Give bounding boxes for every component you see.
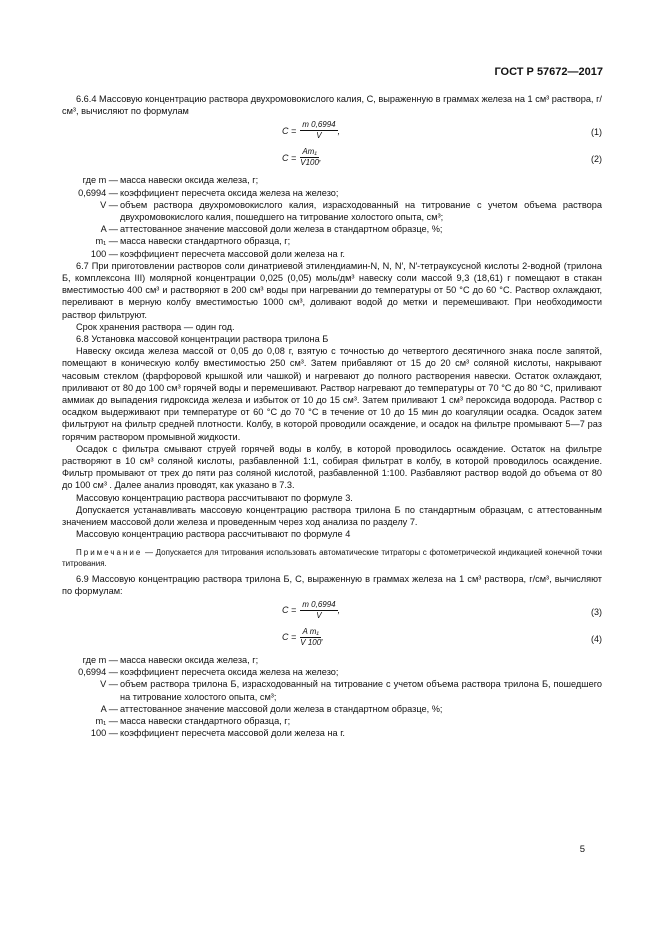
legend-symbol: 0,6994 —	[78, 187, 118, 198]
formula-3-number: (3)	[591, 606, 602, 617]
note	[62, 547, 602, 569]
legend-symbol: 100 —	[90, 248, 118, 259]
section-6-9: 6.9 Массовую концентрацию раствора трилона Б, C, выраженную в граммах железа на 1 см³ раствора, г/см³, вычисляют по формулам:	[62, 573, 602, 596]
note-label: Примечание	[76, 547, 143, 557]
legend-description: масса навески стандартного образца, г;	[120, 715, 291, 726]
legend-description: аттестованное значение массовой доли железа в стандартном образце, %;	[120, 703, 443, 714]
formula-4-end: ,	[321, 632, 324, 643]
formula-2-number: (2)	[591, 154, 602, 165]
legend-symbol: m₁ —	[95, 236, 118, 247]
legend-description: аттестованное значение массовой доли железа в стандартном образце, %;	[120, 224, 443, 235]
formula-2-end: ,	[318, 152, 322, 163]
legend-symbol: где m —	[82, 654, 118, 665]
legend-symbol: A —	[100, 703, 118, 714]
section-6-8: 6.8 Установка массовой концентрации раствора трилона Б	[76, 334, 329, 345]
formula-1-denominator: V	[316, 131, 322, 141]
legend-description: объем раствора трилона Б, израсходованный на титрование с учетом объема раствора трилона Б, пошедшего на титрование холостого опыта, см³;	[120, 679, 602, 702]
formula-1-end: ,	[337, 125, 341, 136]
document-header: ГОСТ Р 57672—2017	[494, 66, 603, 78]
legend-symbol: 0,6994 —	[78, 667, 118, 678]
legend-symbol: V —	[100, 199, 118, 210]
formula-1-lhs: C =	[282, 125, 297, 136]
formula-2-numerator: Am₁	[302, 147, 317, 157]
page-number: 5	[579, 843, 585, 855]
formula-1-numerator: m 0,6994	[302, 120, 336, 130]
legend-symbol: где m —	[82, 175, 118, 186]
legend-symbol: A —	[100, 224, 118, 235]
page-content	[62, 93, 602, 739]
legend-description: масса навески оксида железа, г;	[120, 654, 259, 665]
legend-description: коэффициент пересчета оксида железа на железо;	[120, 667, 339, 678]
formula-4-number: (4)	[591, 633, 602, 644]
legend-description: коэффициент пересчета оксида железа на железо;	[120, 187, 339, 198]
formula-3-end: ,	[337, 605, 341, 616]
section-6-7: 6.7 При приготовлении растворов соли динатриевой этилендиамин-N, N, N′, N′-тетрауксусной кислоты 2-водной (трилона Б, комплексона III) молярной концентрации 0,025 (0,05) моль/дм³ навеску соли массой 9,3 (18,61) г помещают в стакан вместимостью 400 см³ и растворяют в 200 см³ воды при нагревании до температуры от 50 °С до 60 °С. Раствор охлаждают, переливают в мерную колбу вместимостью 1000 см³, доливают водой до метки и перемешивают. При необходимости раствор фильтруют.	[62, 260, 602, 320]
paragraph-procedure-1: Навеску оксида железа массой от 0,05 до 0,08 г, взятую с точностью до четвертого десятичного знака после запятой, помещают в коническую колбу вместимостью 250 см³. Затем прибавляют от 15 до 20 см³ соляной кислоты, накрывают часовым стеклом (фарфоровой крышкой или чашкой) и нагревают до полного растворения навески. Остаток охлаждают, приливают от 80 до 100 см³ горячей воды и перемешивают. Раствор нагревают до температуры от 70 °С до 80 °С, приливают аммиак до выпадения гидроксида железа и избыток от 10 до 15 см³. Затем приливают 1 см³ пероксида водорода. Раствор с осадком выдерживают при температуре от 60 °С до 70 °С в течение от 10 до 15 мин до коагуляции осадка. Осадок затем фильтруют на фильтр средней плотности. Колбу, в которой проводили осаждение, и осадок на фильтре промывают 5—7 раз горячим раствором промывной жидкости.	[62, 346, 602, 442]
formula-2-lhs: C =	[282, 152, 297, 163]
formula-4-denominator: V 100	[300, 637, 322, 647]
formula-1	[62, 120, 602, 144]
legend-description: коэффициент пересчета массовой доли железа на г.	[120, 728, 345, 739]
legend-2	[62, 654, 602, 739]
legend-symbol: V —	[100, 679, 118, 690]
legend-symbol: m₁ —	[95, 715, 118, 726]
paragraph-procedure-2: Осадок с фильтра смывают струей горячей воды в колбу, в которой проводилось осаждение. Остаток на фильтре растворяют в 10 см³ соляной кислоты, разбавленной 1:1, собирая фильтрат в колбу, в которой проводилось осаждение. Фильтр промывают от трех до пяти раз соляной кислотой, разбавленной 1:100. Разбавляют раствор водой до объема от 80 до 100 см³ . Далее анализ проводят, как указано в 7.3.	[62, 443, 602, 491]
legend-description: коэффициент пересчета массовой доли железа на г.	[120, 248, 345, 259]
formula-4-numerator: A m₁	[302, 626, 319, 636]
formula-2-denominator: V100	[300, 158, 319, 168]
formula-3-lhs: C =	[282, 605, 297, 616]
legend-description: объем раствора двухромовокислого калия, израсходованный на титрование с учетом объема раствора двухромовокислого калия, пошедшего на титрование холостого опыта, см³;	[120, 199, 602, 223]
note-text: — Допускается для титрования использовать автоматические титраторы с фотометрической индикацией конечной точки титрования.	[62, 547, 602, 568]
formula-4-lhs: C =	[282, 632, 297, 643]
formula-4	[62, 627, 602, 651]
storage-note: Срок хранения раствора — один год.	[76, 321, 235, 332]
legend-description: масса навески оксида железа, г;	[120, 175, 259, 186]
section-6-6-4: 6.6.4 Массовую концентрацию раствора двухромовокислого калия, C, выраженную в граммах железа на 1 см³ раствора, г/см³, вычисляют по формулам	[62, 94, 602, 117]
formula-1-number: (1)	[591, 127, 602, 138]
paragraph-formula-4-ref: Массовую концентрацию раствора рассчитывают по формуле 4	[76, 529, 351, 540]
formula-2	[62, 147, 602, 171]
paragraph-formula-3-ref: Массовую концентрацию раствора рассчитывают по формуле 3.	[76, 492, 353, 503]
paragraph-standard-samples: Допускается устанавливать массовую концентрацию раствора трилона Б по стандартным образцам, с аттестованным значением массовой доли железа и проведенным через ход анализа по разделу 7.	[62, 504, 602, 528]
legend-symbol: 100 —	[90, 728, 118, 739]
formula-3	[62, 600, 602, 624]
formula-3-denominator: V	[316, 610, 322, 620]
legend-1	[62, 174, 602, 259]
legend-description: масса навески стандартного образца, г;	[120, 236, 291, 247]
formula-3-numerator: m 0,6994	[302, 599, 336, 609]
